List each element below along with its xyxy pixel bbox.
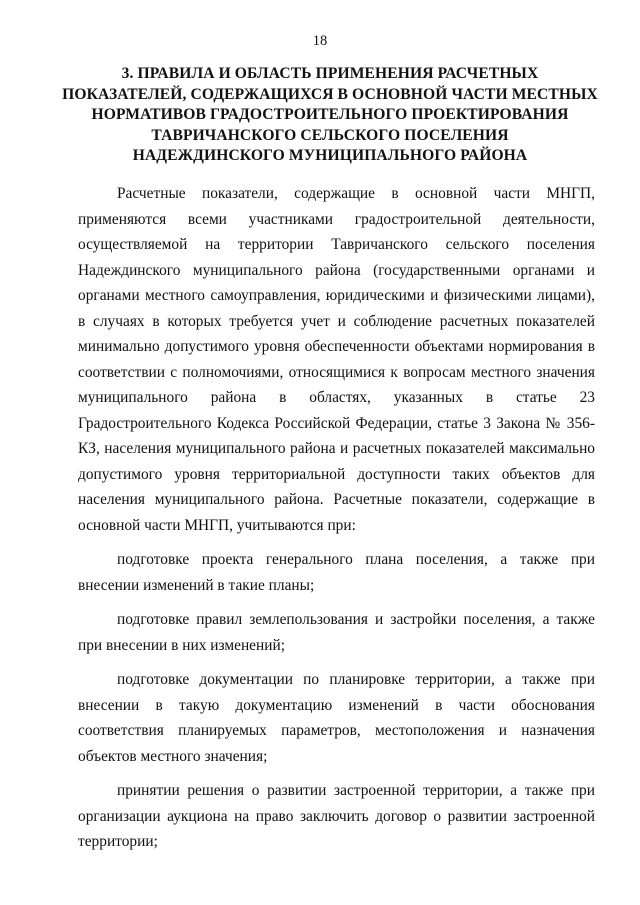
document-body [78, 181, 595, 855]
heading-line: НАДЕЖДИНСКОГО МУНИЦИПАЛЬНОГО РАЙОНА [132, 147, 528, 164]
heading-line: 3. ПРАВИЛА И ОБЛАСТЬ ПРИМЕНЕНИЯ РАСЧЕТНЫХ [121, 65, 539, 82]
list-item: принятии решения о развитии застроенной территории, а также при организации аукциона на право заключить договор о развитии застроенной территории; [78, 782, 595, 850]
intro-paragraph: Расчетные показатели, содержащие в основной части МНГП, применяются всеми участниками градостроительной деятельности, осуществляемой на территории Тавричанского сельского поселения Надеждинского муниципального района (государственными органами и органами местного самоуправления, юридическими и физическими лицами), в случаях в которых требуется учет и соблюдение расчетных показателей минимально допустимого уровня обеспеченности объектами нормирования в соответствии с полномочиями, относящимися к вопросам местного значения муниципального района в областях, указанных в статье 23 Градостроительного Кодекса Российской Федерации, статье 3 Закона № 356-КЗ, населения муниципального района и расчетных показателей максимально допустимого уровня территориальной доступности таких объектов для населения муниципального района. Расчетные показатели, содержащие в основной части МНГП, учитываются при: [78, 185, 595, 534]
section-heading [60, 64, 600, 167]
list-item: подготовке правил землепользования и застройки поселения, а также при внесении в них изменений; [78, 611, 595, 654]
list-item: подготовке проекта генерального плана поселения, а также при внесении изменений в такие планы; [78, 551, 595, 594]
heading-line: ТАВРИЧАНСКОГО СЕЛЬСКОГО ПОСЕЛЕНИЯ [151, 126, 509, 144]
heading-line: ПОКАЗАТЕЛЕЙ, СОДЕРЖАЩИХСЯ В ОСНОВНОЙ ЧАСТИ МЕСТНЫХ [62, 85, 598, 103]
page-number: 18 [312, 33, 328, 49]
list-item: подготовке документации по планировке территории, а также при внесении в такую документацию изменений в части обоснования соответствия планируемых параметров, местоположения и назначения объектов местного значения; [78, 671, 595, 765]
heading-line: НОРМАТИВОВ ГРАДОСТРОИТЕЛЬНОГО ПРОЕКТИРОВАНИЯ [91, 106, 569, 123]
